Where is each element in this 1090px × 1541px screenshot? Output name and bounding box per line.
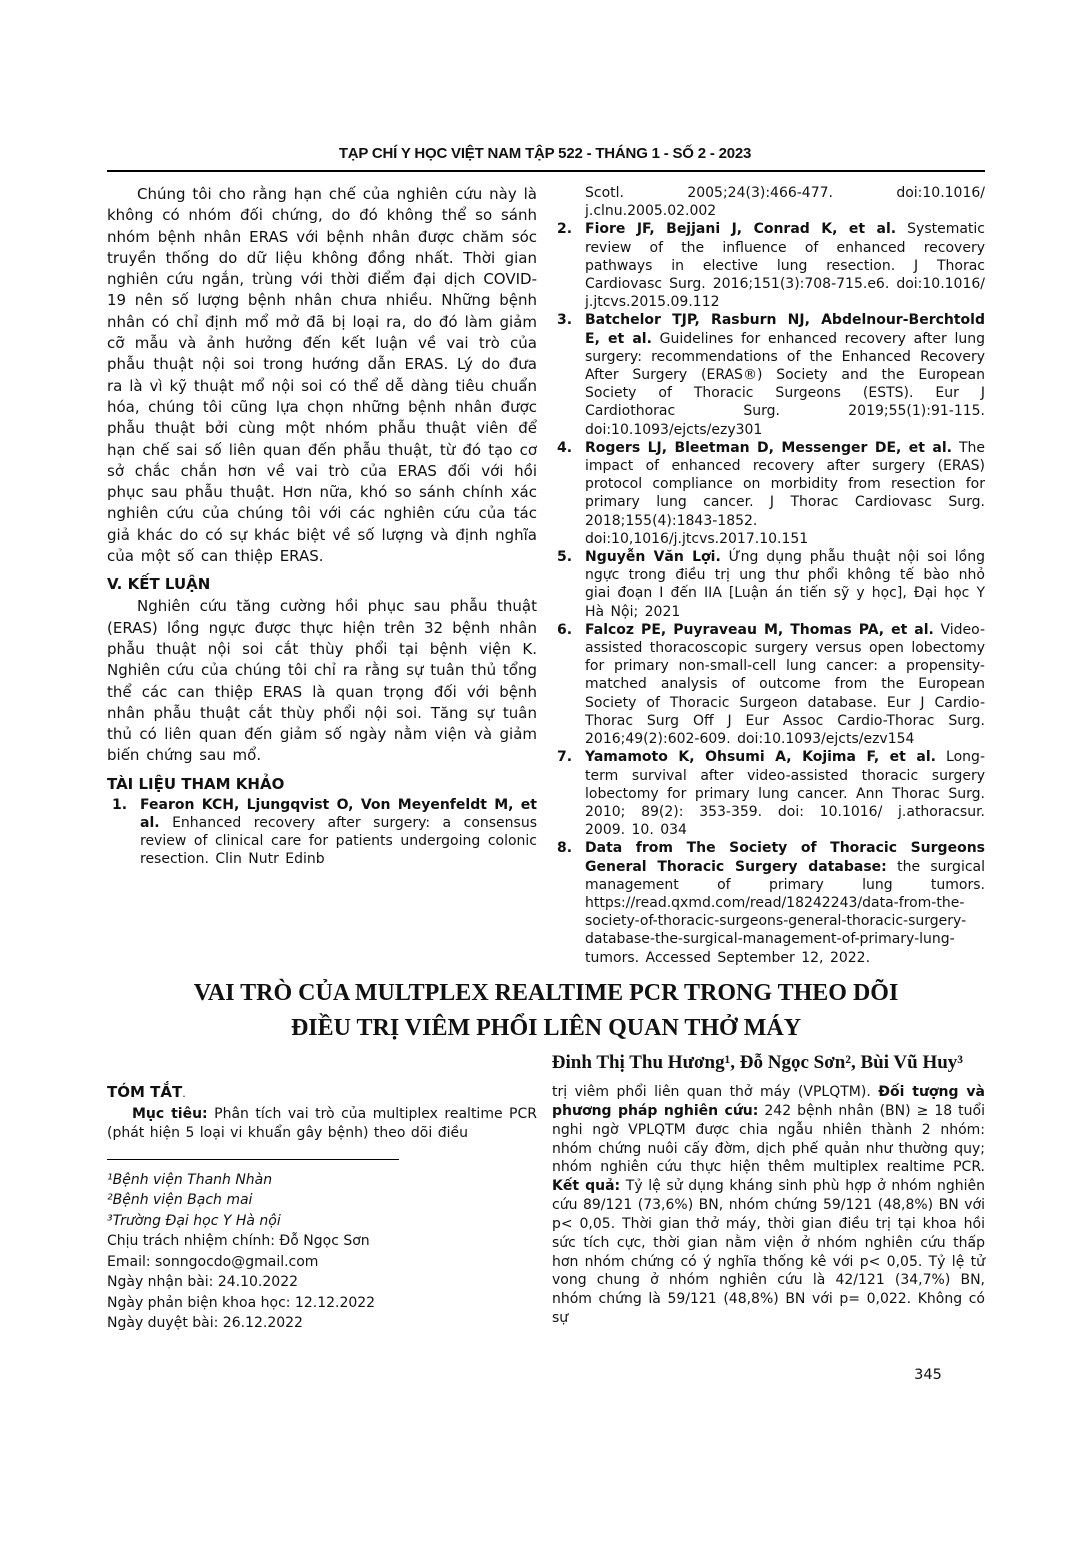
article2-section <box>107 1083 985 1334</box>
reference-number: 6. <box>557 621 573 638</box>
reference-number: 4. <box>557 439 573 456</box>
reference-number: 7. <box>557 749 573 766</box>
reference-number: 1. <box>112 796 128 813</box>
reference-text: The impact of enhanced recovery after surgery (ERAS) protocol compliance on morbidity from resection for primary lung cancer. J Thorac Cardiovasc Surg. 2018;155(4):1843-1852. doi:10,1016/j.jtcvs.2017.10.151 <box>585 439 985 547</box>
abstract-continuation-paragraph <box>552 1083 985 1328</box>
article2-title <box>107 976 985 1046</box>
reference-text: Ứng dụng phẫu thuật nội soi lồng ngực trong điều trị ung thư phổi không tế bào nhỏ giai đoạn I đến IIA [Luận án tiến sỹ y học], Đại học Y Hà Nội; 2021 <box>585 549 985 620</box>
article1-left-column <box>107 184 537 967</box>
footnote-accepted-date: Ngày duyệt bài: 26.12.2022 <box>107 1315 303 1332</box>
references-left <box>107 796 537 869</box>
reference-authors: Falcoz PE, Puyraveau M, Thomas PA, et al. <box>585 621 934 638</box>
reference-number: 8. <box>557 840 573 857</box>
article2-title-line1: VAI TRÒ CỦA MULTPLEX REALTIME PCR TRONG THEO DÕI <box>193 980 899 1006</box>
reference-item-7 <box>552 748 985 839</box>
reference-number: 3. <box>557 312 573 329</box>
footnote-separator <box>107 1159 399 1160</box>
discussion-paragraph: Chúng tôi cho rằng hạn chế của nghiên cứu này là không có nhóm đối chứng, do đó không thể so sánh nhóm bệnh nhân ERAS với bệnh nhân được chăm sóc truyền thống do dữ liệu không đồng nhất. Thời gian nghiên cứu ngắn, trùng với thời điểm đại dịch COVID-19 nên số lượng bệnh nhân chưa nhiều. Những bệnh nhân có chỉ định mổ mở đã bị loại ra, do đó làm giảm cỡ mẫu và ảnh hưởng đến kết luận về vai trò của phẫu thuật nội soi trong hướng dẫn ERAS. Lý do đưa ra là vì kỹ thuật mổ nội soi có thể dễ dàng tiêu chuẩn hóa, chúng tôi cũng lựa chọn những bệnh nhân được phẫu thuật bởi cùng một nhóm phẫu thuật viên để hạn chế sai số liên quan đến phẫu thuật, từ đó tạo cơ sở chắc chắn hơn về vai trò của ERAS đối với hồi phục sau phẫu thuật. Hơn nữa, khó so sánh chính xác nghiên cứu của chúng tôi với các nghiên cứu của tác giả khác do có sự khác biệt về số lượng và định nghĩa của một số can thiệp ERAS. <box>107 185 537 566</box>
reference-text: Video-assisted thoracoscopic surgery versus open lobectomy for primary non-small-cell lung cancer: a propensity-matched analysis of outcome from the European Society of Thoracic Surgeon database. Eur J Cardio-Thorac Surg Off J Eur Assoc Cardio-Thorac Surg. 2016;49(2):602-609. doi:10.1093/ejcts/ezv154 <box>585 621 985 748</box>
article2-title-line2: ĐIỀU TRỊ VIÊM PHỔI LIÊN QUAN THỞ MÁY <box>290 1015 802 1041</box>
article1-section <box>107 184 985 967</box>
reference-authors: Rogers LJ, Bleetman D, Messenger DE, et al. <box>585 439 952 456</box>
journal-header: TẠP CHÍ Y HỌC VIỆT NAM TẬP 522 - THÁNG 1 - SỐ 2 - 2023 <box>338 145 752 162</box>
reference-item-4 <box>552 439 985 548</box>
abstract-seg5: Tỷ lệ sử dụng kháng sinh phù hợp ở nhóm nghiên cứu 89/121 (73,6%) BN, nhóm chứng 59/121 (48,8%) BN với p< 0,05. Thời gian thở máy, thời gian điều trị tại khoa hồi sức tích cực, thời gian nằm viện ở nhóm nghiên cứu thấp hơn nhóm chứng có ý nghĩa thống kê với p< 0,05. Tỷ lệ tử vong chung ở nhóm nghiên cứu là 42/121 (34,7%) BN, nhóm chứng là 59/121 (48,8%) BN với p= 0,022. Không có sự <box>552 1178 985 1327</box>
header-rule <box>107 170 985 172</box>
reference-authors: Fiore JF, Bejjani J, Conrad K, et al. <box>585 221 897 238</box>
reference-item-8 <box>552 839 985 966</box>
reference-authors: Data from The Society of Thoracic Surgeons General Thoracic Surgery database: <box>585 840 985 875</box>
abstract-heading-dot: . <box>182 1087 186 1100</box>
reference-text: Enhanced recovery after surgery: a consensus review of clinical care for patients undergoing colonic resection. Clin Nutr Edinb <box>140 814 537 868</box>
references-heading: TÀI LIỆU THAM KHẢO <box>107 774 285 793</box>
reference-authors: Nguyễn Văn Lợi. <box>585 549 721 566</box>
abstract-methods-label: Đối tượng và phương pháp nghiên cứu: <box>552 1084 985 1119</box>
abstract-objective-paragraph <box>107 1105 537 1143</box>
reference-text: Long-term survival after video-assisted thoracic surgery lobectomy for primary lung cancer. Ann Thorac Surg. 2010; 89(2): 353-359. doi: 10.1016/ j.athoracsur. 2009. 10. 034 <box>585 749 985 839</box>
article2-left-column <box>107 1083 537 1334</box>
article1-right-column <box>552 184 985 967</box>
conclusion-paragraph: Nghiên cứu tăng cường hồi phục sau phẫu thuật (ERAS) lồng ngực được thực hiện trên 32 bệnh nhân phẫu thuật nội soi cắt thùy phổi tại bệnh viện K. Nghiên cứu của chúng tôi chỉ ra rằng sự tuân thủ tổng thể các can thiệp ERAS là quan trọng đối với bệnh nhân phẫu thuật cắt thùy phổi nội soi. Tăng sự tuân thủ có liên quan đến giảm số ngày nằm viện và giảm biến chứng sau mổ. <box>107 597 537 765</box>
reference-item-2 <box>552 220 985 311</box>
footnote-affiliation-3: ³Trường Đại học Y Hà nội <box>107 1212 281 1229</box>
reference-item-3 <box>552 311 985 438</box>
reference-item-5 <box>552 548 985 621</box>
abstract-objective-label: Mục tiêu: <box>132 1106 208 1122</box>
reference-1-continuation: Scotl. 2005;24(3):466-477. doi:10.1016/ j.clnu.2005.02.002 <box>585 185 985 220</box>
reference-text: Guidelines for enhanced recovery after lung surgery: recommendations of the Enhanced Recovery After Surgery (ERAS®) Society and the European Society of Thoracic Surgeons (ESTS). Eur J Cardiothorac Surg. 2019;55(1):91-115. doi:10.1093/ejcts/ezy301 <box>585 330 985 438</box>
conclusion-heading: V. KẾT LUẬN <box>107 575 211 594</box>
footnote-corresponding-author: Chịu trách nhiệm chính: Đỗ Ngọc Sơn <box>107 1233 370 1250</box>
abstract-seg3: 242 bệnh nhân (BN) ≥ 18 tuổi nghi ngờ VPLQTM được chia ngẫu nhiên thành 2 nhóm: nhóm chứng nuôi cấy đờm, dịch phế quản như thường quy; nhóm nghiên cứu thực hiện thêm multiplex realtime PCR. <box>552 1102 985 1176</box>
article2-authors: Đinh Thị Thu Hương¹, Đỗ Ngọc Sơn², Bùi Vũ Huy³ <box>551 1052 963 1073</box>
footnote-email: Email: sonngocdo@gmail.com <box>107 1253 319 1270</box>
footnote-review-date: Ngày phản biện khoa học: 12.12.2022 <box>107 1294 376 1311</box>
footnote-affiliation-2: ²Bệnh viện Bạch mai <box>107 1192 253 1209</box>
reference-text: the surgical management of primary lung tumors. https://read.qxmd.com/read/18242243/data-from-the-society-of-thoracic-surgeons-general-thoracic-surgery-database-the-surgical-management-of-primary-lung-tumors. Accessed September 12, 2022. <box>585 858 986 966</box>
abstract-heading-text: TÓM TẮT <box>107 1083 183 1101</box>
reference-item-1 <box>107 796 537 869</box>
article2-title-block <box>107 976 985 1074</box>
reference-authors: Fearon KCH, Ljungqvist O, Von Meyenfeldt M, et al. <box>140 796 537 831</box>
reference-number: 2. <box>557 221 573 238</box>
reference-number: 5. <box>557 549 573 566</box>
reference-text: Systematic review of the influence of enhanced recovery pathways in elective lung resection. J Thorac Cardiovasc Surg. 2016;151(3):708-715.e6. doi:10.1016/ j.jtcvs.2015.09.112 <box>585 221 986 311</box>
abstract-heading <box>107 1083 537 1101</box>
abstract-seg1: trị viêm phổi liên quan thở máy (VPLQTM). <box>552 1084 879 1100</box>
footnote-received-date: Ngày nhận bài: 24.10.2022 <box>107 1274 299 1291</box>
article2-right-column <box>552 1083 985 1334</box>
page-number: 345 <box>914 1367 942 1383</box>
footnote-block <box>107 1170 537 1334</box>
reference-authors: Batchelor TJP, Rasburn NJ, Abdelnour-Berchtold E, et al. <box>585 312 985 347</box>
abstract-objective-text: Phân tích vai trò của multiplex realtime PCR (phát hiện 5 loại vi khuẩn gây bệnh) theo dõi điều <box>107 1106 538 1141</box>
footnote-affiliation-1: ¹Bệnh viện Thanh Nhàn <box>107 1171 273 1188</box>
abstract-results-label: Kết quả: <box>552 1178 621 1195</box>
reference-item-6 <box>552 621 985 748</box>
reference-authors: Yamamoto K, Ohsumi A, Kojima F, et al. <box>585 749 936 766</box>
